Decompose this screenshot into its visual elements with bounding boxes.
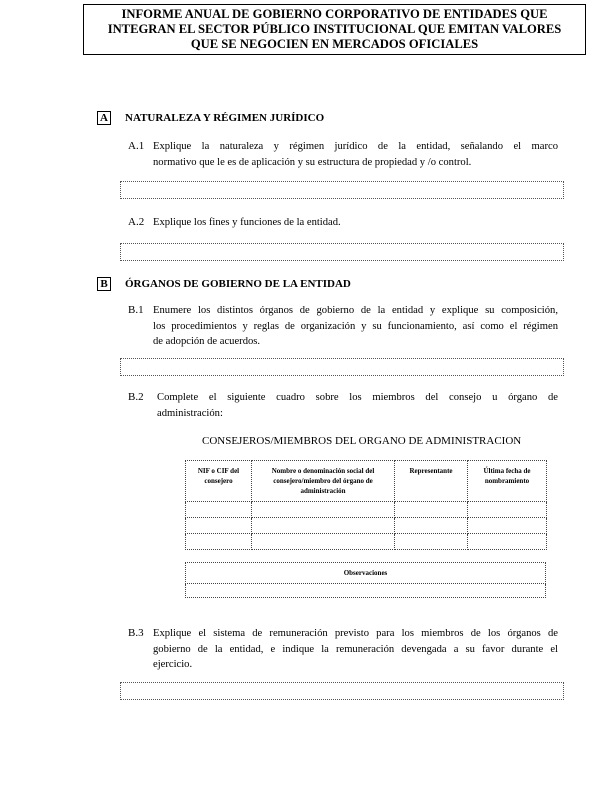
table-cell[interactable] <box>252 534 395 550</box>
observations-header-row <box>186 563 546 584</box>
column-header-line: nombramiento <box>484 477 530 485</box>
observations-cell[interactable] <box>186 584 546 598</box>
section-a-letter: A <box>97 111 111 125</box>
column-header-line: Nombre o denominación social del <box>271 467 375 475</box>
column-header-nif <box>186 461 252 502</box>
table-cell[interactable] <box>395 502 468 518</box>
table-cell[interactable] <box>186 518 252 534</box>
column-header-line: NIF o CIF del <box>197 467 240 475</box>
question-line: administración: <box>157 407 223 419</box>
observations-header: Observaciones <box>186 563 546 584</box>
table-cell[interactable] <box>252 518 395 534</box>
table-cell[interactable] <box>468 534 547 550</box>
question-a1-text <box>153 139 558 170</box>
question-line: gobierno de la entidad, e indique la remuneración devengada a su favor durante el <box>153 643 558 655</box>
table-cell[interactable] <box>186 502 252 518</box>
column-header-line: consejero <box>204 477 233 485</box>
question-b1-text <box>153 303 558 350</box>
members-table-title: CONSEJEROS/MIEMBROS DEL ORGANO DE ADMINISTRACION <box>202 435 522 447</box>
column-header-line: Representante <box>409 467 453 475</box>
answer-box-b1[interactable] <box>120 358 564 376</box>
members-table <box>185 460 547 550</box>
table-cell[interactable] <box>468 502 547 518</box>
answer-box-a1[interactable] <box>120 181 564 199</box>
table-cell[interactable] <box>395 518 468 534</box>
report-title-line: QUE SE NEGOCIEN EN MERCADOS OFICIALES <box>190 37 479 51</box>
question-b3-number: B.3 <box>128 627 144 639</box>
report-title-line: INFORME ANUAL DE GOBIERNO CORPORATIVO DE ENTIDADES QUE <box>121 7 548 21</box>
section-b-letter: B <box>97 277 111 291</box>
table-cell[interactable] <box>468 518 547 534</box>
observations-row <box>186 584 546 598</box>
section-a-title: NATURALEZA Y RÉGIMEN JURÍDICO <box>125 112 325 124</box>
column-header-representative <box>395 461 468 502</box>
question-b2-text <box>157 390 558 421</box>
question-b1-number: B.1 <box>128 304 144 316</box>
table-cell[interactable] <box>252 502 395 518</box>
column-header-line: consejero/miembro del órgano de <box>273 477 373 485</box>
question-line: Enumere los distintos órganos de gobierno de la entidad y explique su composición, <box>153 305 558 316</box>
members-table-header-row <box>186 461 547 502</box>
question-line: Explique los fines y funciones de la entidad. <box>153 217 341 228</box>
column-header-line: administración <box>300 487 346 495</box>
report-title-line: INTEGRAN EL SECTOR PÚBLICO INSTITUCIONAL QUE EMITAN VALORES <box>107 22 562 36</box>
table-cell[interactable] <box>186 534 252 550</box>
question-b3-text <box>153 626 558 673</box>
question-b2-number: B.2 <box>128 391 144 403</box>
question-a2-number: A.2 <box>128 216 145 228</box>
table-row <box>186 502 547 518</box>
answer-box-b3[interactable] <box>120 682 564 700</box>
question-a1-number: A.1 <box>128 140 145 152</box>
table-cell[interactable] <box>395 534 468 550</box>
observations-table <box>185 562 546 598</box>
question-line: de adopción de acuerdos. <box>153 336 261 347</box>
answer-box-a2[interactable] <box>120 243 564 261</box>
question-line: Complete el siguiente cuadro sobre los miembros del consejo u órgano de <box>157 392 558 403</box>
question-line: Explique la naturaleza y régimen jurídico de la entidad, señalando el marco <box>153 141 558 152</box>
question-line: ejercicio. <box>153 659 193 670</box>
column-header-name <box>252 461 395 502</box>
question-line: normativo que le es de aplicación y su estructura de propiedad y /o control. <box>153 156 472 168</box>
report-title <box>83 4 586 55</box>
table-row <box>186 534 547 550</box>
section-b-title: ÓRGANOS DE GOBIERNO DE LA ENTIDAD <box>125 278 351 290</box>
question-line: los procedimientos y reglas de organización y su funcionamiento, así como el régimen <box>153 320 558 332</box>
column-header-line: Última fecha de <box>483 467 531 475</box>
table-row <box>186 518 547 534</box>
question-a2-text <box>153 215 558 231</box>
column-header-appointment-date <box>468 461 547 502</box>
question-line: Explique el sistema de remuneración previsto para los miembros de los órganos de <box>153 628 558 639</box>
